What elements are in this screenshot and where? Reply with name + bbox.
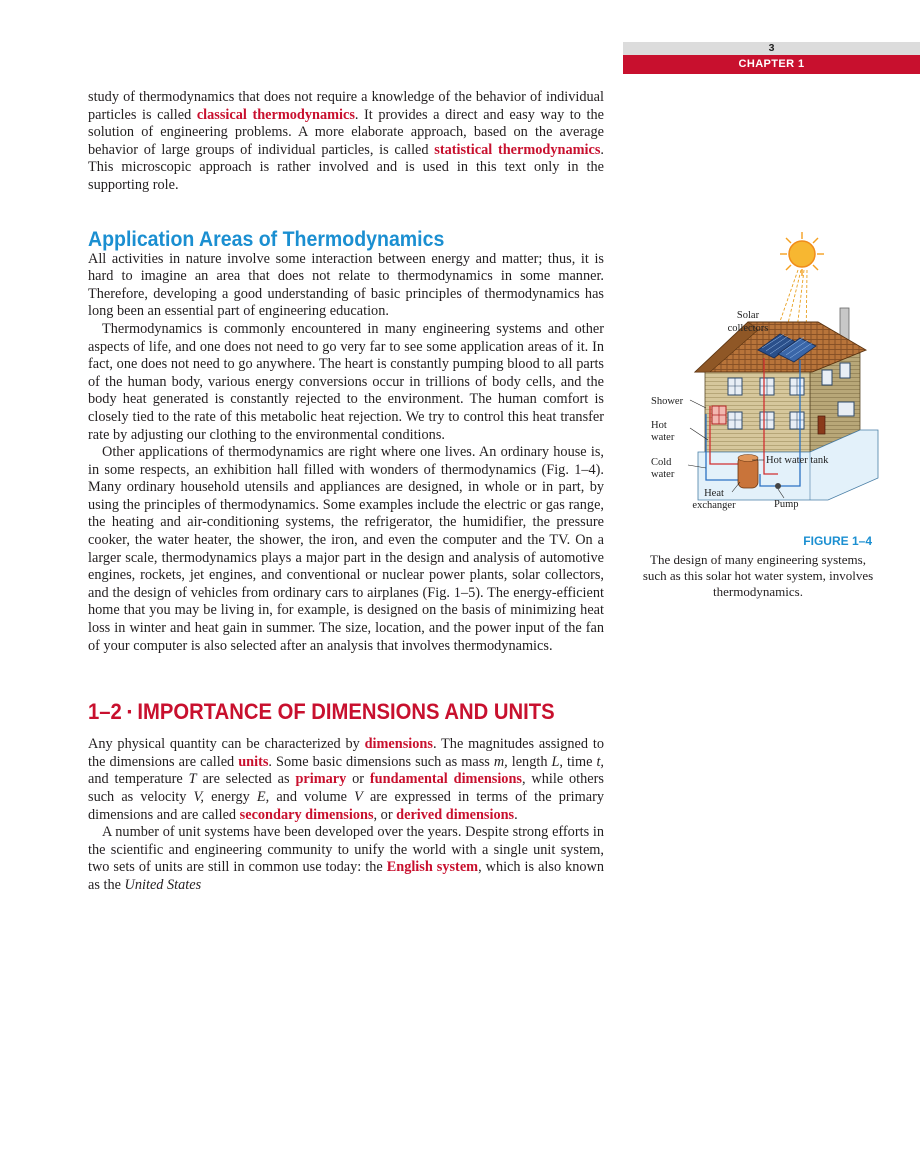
intro-text-1: study of thermodynamics that does not require a knowledge of the behavior of individual particles is called	[88, 89, 604, 123]
keyword-classical-thermodynamics: classical thermodynamics	[196, 106, 355, 123]
keyword-units: units	[238, 753, 269, 770]
application-paragraph-1: All activities in nature involve some interaction between energy and matter; thus, it is hard to imagine an area that does not relate to thermodynamics in some manner. Therefore, developing a good understanding of basic principles of thermodynamics has long been an essential part of engineering education.	[88, 250, 604, 320]
page-number: 3	[623, 42, 920, 55]
house-door	[818, 416, 825, 434]
label-pump: Pump	[774, 499, 799, 510]
units-paragraph-2: A number of unit systems have been developed over the years. Despite strong efforts in the scientific and engineering community to unify the world with a single unit system, two sets of units are still in common use today: the English system, which is also known as the United States	[88, 824, 604, 893]
keyword-dimensions: dimensions	[364, 736, 433, 753]
label-heat: Heat	[704, 488, 724, 499]
label-shower: Shower	[651, 396, 684, 407]
keyword-fundamental-dimensions: fundamental dimensions	[369, 771, 522, 788]
label-cold-water: water	[651, 469, 675, 480]
keyword-primary: primary	[295, 771, 347, 788]
section-title: IMPORTANCE OF DIMENSIONS AND UNITS	[137, 699, 555, 725]
section-number: 1–2	[88, 699, 122, 725]
keyword-english-system: English system	[386, 859, 479, 876]
figure-number: FIGURE 1–4	[803, 534, 872, 548]
label-hot-water: water	[651, 432, 675, 443]
label-collectors: collectors	[727, 323, 769, 334]
label-exchanger: exchanger	[692, 500, 736, 511]
pump-icon	[775, 483, 781, 489]
solar-hot-water-house-figure	[640, 230, 890, 520]
section-bullet: ▪	[127, 703, 132, 720]
chapter-label: CHAPTER 1	[623, 55, 920, 74]
figure-caption: The design of many engineering systems, such as this solar hot water system, involves thermodynamics.	[642, 552, 874, 599]
keyword-statistical-thermodynamics: statistical thermodynamics	[434, 141, 601, 158]
application-paragraph-3: Other applications of thermodynamics are right where one lives. An ordinary house is, in some respects, an exhibition hall filled with wonders of thermodynamics (Fig. 1–4). Many ordinary household utensils and appliances are designed, in whole or in part, by using the principles of thermodynamics. Some examples include the electric or gas range, the heating and air-conditioning systems, the refrigerator, the humidifier, the pressure cooker, the water heater, the shower, the iron, and even the computer and the TV. On a larger scale, thermodynamics plays a major part in the design and analysis of automotive engines, rockets, jet engines, and conventional or nuclear power plants, solar collectors, and the design of vehicles from ordinary cars to airplanes (Fig. 1–5). The energy-efficient home that you may be living in, for example, is designed on the basis of minimizing heat loss in winter and heat gain in summer. The size, location, and the power input of the fan of your computer is also selected after an analysis that involves thermodynamics.	[88, 444, 604, 654]
section-heading-dimensions-units	[88, 699, 563, 724]
sun-icon	[780, 232, 824, 276]
hot-water-tank	[738, 455, 758, 489]
main-text-column	[88, 89, 604, 895]
application-paragraph-2: Thermodynamics is commonly encountered in many engineering systems and other aspects of life, and one does not need to go very far to see some application areas of it. In fact, one does not need to go anywhere. The heart is constantly pumping blood to all parts of the human body, various energy conversions occur in trillions of body cells, and the body heat generated is constantly rejected to the environment. The human comfort is closely tied to the rate of this metabolic heat rejection. We try to control this heat transfer rate by adjusting our clothing to the environmental conditions.	[88, 320, 604, 443]
intro-text-3: . This microscopic approach is rather involved and is used in this text only in the supporting role.	[88, 141, 604, 193]
keyword-secondary-dimensions: secondary dimensions	[239, 806, 374, 823]
label-hot-water-tank: Hot water tank	[766, 455, 829, 466]
section-heading-application-areas: Application Areas of Thermodynamics	[88, 227, 445, 251]
label-solar: Solar	[736, 310, 760, 321]
intro-paragraph	[88, 89, 604, 195]
keyword-derived-dimensions: derived dimensions	[396, 806, 515, 823]
units-paragraph-1: Any physical quantity can be characterized by dimensions. The magnitudes assigned to the dimensions are called units. Some basic dimensions such as mass m, length L, time t, and temperature T are selected as primary or fundamental dimensions, while others such as velocity V, energy E, and volume V are expressed in terms of the primary dimensions and are called secondary dimensions, or derived dimensions.	[88, 736, 605, 823]
label-hot: Hot	[651, 420, 667, 431]
label-cold: Cold	[651, 457, 672, 468]
intro-text-2: . It provides a direct and easy way to the solution of engineering problems. A more elaborate approach, based on the average behavior of large groups of individual particles, is called	[88, 106, 604, 158]
